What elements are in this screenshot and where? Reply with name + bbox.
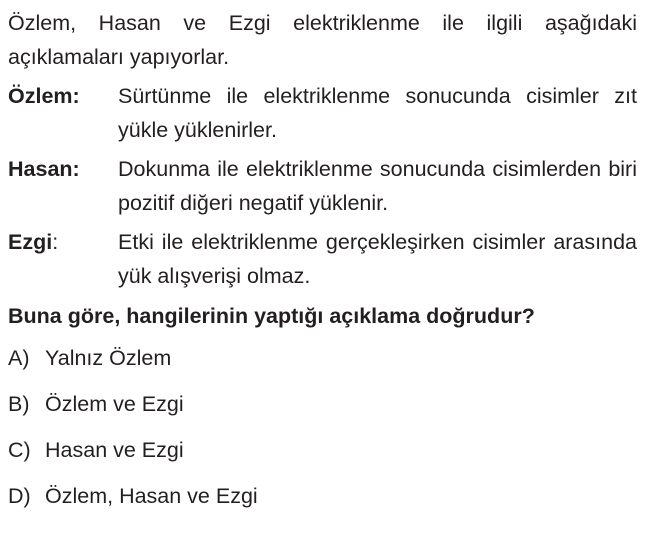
statement-hasan — [8, 152, 637, 220]
option-letter: D) — [8, 484, 31, 508]
statement-text: Sürtünme ile elektriklenme sonucunda cisimler zıt yükle yüklenirler. — [118, 84, 637, 142]
question-prompt: Buna göre, hangilerinin yaptığı açıklama doğrudur? — [8, 304, 535, 328]
speaker-separator: : — [72, 157, 80, 181]
option-text: Yalnız Özlem — [45, 346, 172, 370]
option-letter: B) — [8, 392, 30, 416]
option-text: Özlem ve Ezgi — [45, 392, 184, 416]
statement-ozlem — [8, 79, 637, 147]
statement-text: Dokunma ile elektriklenme sonucunda cisimlerden biri pozitif diğeri negatif yüklenir. — [118, 157, 637, 215]
option-letter: C) — [8, 438, 31, 462]
statement-text: Etki ile elektriklenme gerçekleşirken cisimler arasında yük alışverişi olmaz. — [118, 230, 637, 288]
option-text: Özlem, Hasan ve Ezgi — [45, 484, 258, 508]
speaker-label — [8, 225, 118, 293]
statement-ezgi — [8, 225, 637, 293]
option-a[interactable] — [8, 341, 637, 387]
speaker-separator: : — [52, 230, 59, 254]
option-c[interactable] — [8, 433, 637, 479]
option-d[interactable] — [8, 479, 637, 525]
option-letter: A) — [8, 346, 30, 370]
answer-options — [8, 341, 637, 525]
speaker-label — [8, 152, 118, 220]
speaker-name: Hasan — [8, 157, 73, 181]
option-text: Hasan ve Ezgi — [45, 438, 184, 462]
speaker-name: Ezgi — [8, 230, 53, 254]
speaker-separator: : — [72, 84, 80, 108]
option-b[interactable] — [8, 387, 637, 433]
speaker-name: Özlem — [8, 84, 73, 108]
speaker-label — [8, 79, 118, 147]
intro-text: Özlem, Hasan ve Ezgi elektriklenme ile ilgili aşağıdaki açıklamaları yapıyorlar. — [8, 11, 637, 69]
